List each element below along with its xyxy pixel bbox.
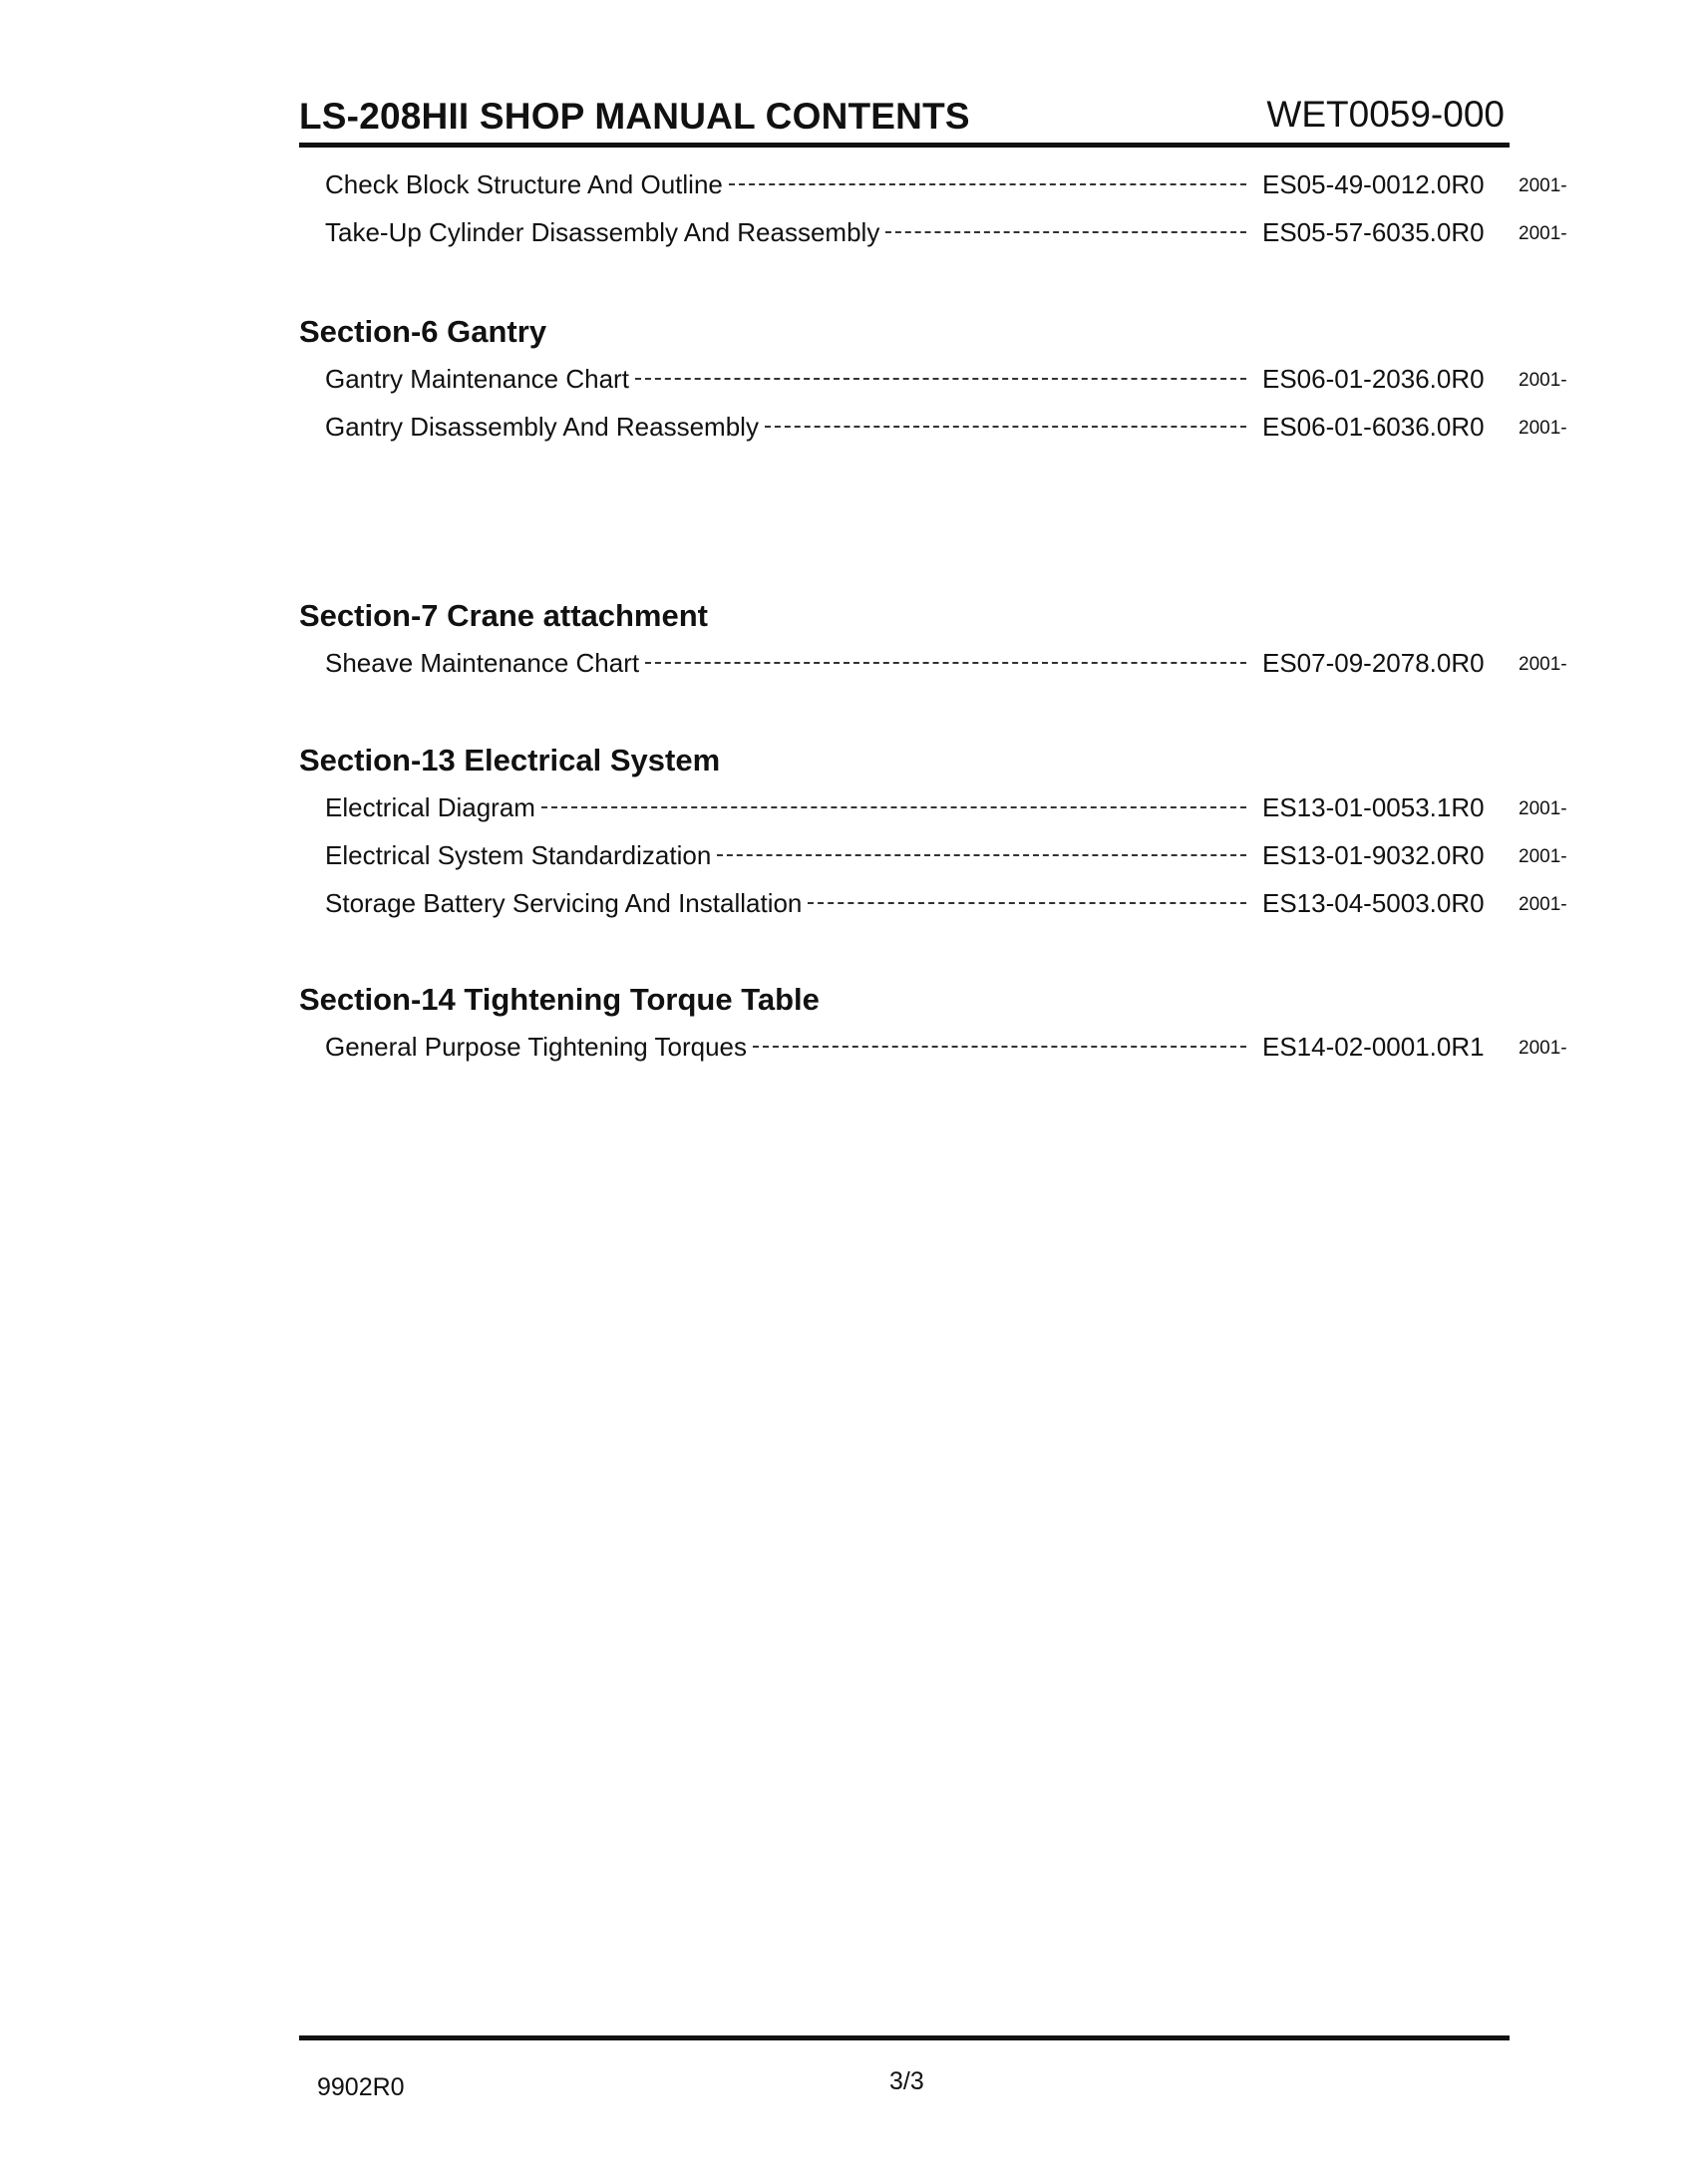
section-heading: Section-13 Electrical System	[299, 743, 721, 778]
toc-entry	[325, 840, 1575, 874]
dot-leader	[885, 231, 1246, 233]
dot-leader	[753, 1046, 1246, 1048]
toc-entry-code: ES07-09-2078.0R0	[1262, 648, 1485, 678]
toc-entry-code: ES13-01-9032.0R0	[1262, 840, 1485, 870]
toc-entry-row	[325, 217, 1254, 251]
toc-entry-row	[325, 169, 1254, 203]
toc-entry	[325, 1032, 1575, 1066]
toc-entry-date: 2001-	[1519, 175, 1567, 196]
toc-entry	[325, 792, 1575, 826]
toc-entry-title: Sheave Maintenance Chart	[325, 648, 640, 678]
toc-entry-date: 2001-	[1519, 418, 1567, 439]
dot-leader	[541, 806, 1246, 808]
toc-entry-row	[325, 840, 1254, 874]
toc-entry-date: 2001-	[1519, 1038, 1567, 1059]
footer-revision-code: 9902R0	[317, 2073, 405, 2101]
toc-entry-row	[325, 792, 1254, 826]
header-rule	[299, 143, 1510, 148]
toc-entry-row	[325, 364, 1254, 398]
toc-entry-row	[325, 412, 1254, 446]
toc-entry-code: ES13-01-0053.1R0	[1262, 792, 1485, 822]
page-number: 3/3	[889, 2067, 924, 2095]
dot-leader	[765, 426, 1246, 428]
section-heading: Section-14 Tightening Torque Table	[299, 982, 820, 1017]
toc-entry-title: Electrical System Standardization	[325, 840, 712, 870]
toc-entry-title: Take-Up Cylinder Disassembly And Reassembly	[325, 217, 880, 247]
toc-entry-row	[325, 648, 1254, 682]
toc-entry-title: Gantry Disassembly And Reassembly	[325, 412, 759, 442]
toc-entry	[325, 888, 1575, 922]
toc-entry-date: 2001-	[1519, 798, 1567, 819]
toc-entry-code: ES05-49-0012.0R0	[1262, 169, 1485, 199]
toc-entry-date: 2001-	[1519, 370, 1567, 391]
dot-leader	[729, 183, 1246, 185]
toc-entry-date: 2001-	[1519, 223, 1567, 244]
dot-leader	[808, 902, 1246, 904]
toc-entry-title: Storage Battery Servicing And Installation	[325, 888, 803, 918]
toc-entry-title: Gantry Maintenance Chart	[325, 364, 629, 394]
document-title: LS-208HII SHOP MANUAL CONTENTS	[299, 96, 970, 137]
toc-entry-code: ES06-01-2036.0R0	[1262, 364, 1485, 394]
toc-entry-date: 2001-	[1519, 654, 1567, 675]
toc-entry-date: 2001-	[1519, 846, 1567, 867]
toc-entry-code: ES13-04-5003.0R0	[1262, 888, 1485, 918]
footer-rule	[299, 2035, 1510, 2040]
toc-entry-code: ES06-01-6036.0R0	[1262, 412, 1485, 442]
toc-entry-date: 2001-	[1519, 894, 1567, 915]
toc-entry	[325, 412, 1575, 446]
dot-leader	[717, 854, 1246, 856]
dot-leader	[635, 378, 1246, 380]
document-number: WET0059-000	[1266, 94, 1505, 135]
section-heading: Section-7 Crane attachment	[299, 598, 708, 633]
dot-leader	[645, 662, 1246, 664]
toc-entry-code: ES14-02-0001.0R1	[1262, 1032, 1485, 1062]
toc-entry-code: ES05-57-6035.0R0	[1262, 217, 1485, 247]
toc-entry-row	[325, 888, 1254, 922]
toc-entry-title: Electrical Diagram	[325, 792, 535, 822]
toc-entry-row	[325, 1032, 1254, 1066]
toc-entry	[325, 364, 1575, 398]
toc-entry-title: Check Block Structure And Outline	[325, 169, 723, 199]
toc-entry	[325, 648, 1575, 682]
toc-entry	[325, 217, 1575, 251]
toc-entry-title: General Purpose Tightening Torques	[325, 1032, 748, 1062]
toc-entry	[325, 169, 1575, 203]
section-heading: Section-6 Gantry	[299, 314, 547, 349]
